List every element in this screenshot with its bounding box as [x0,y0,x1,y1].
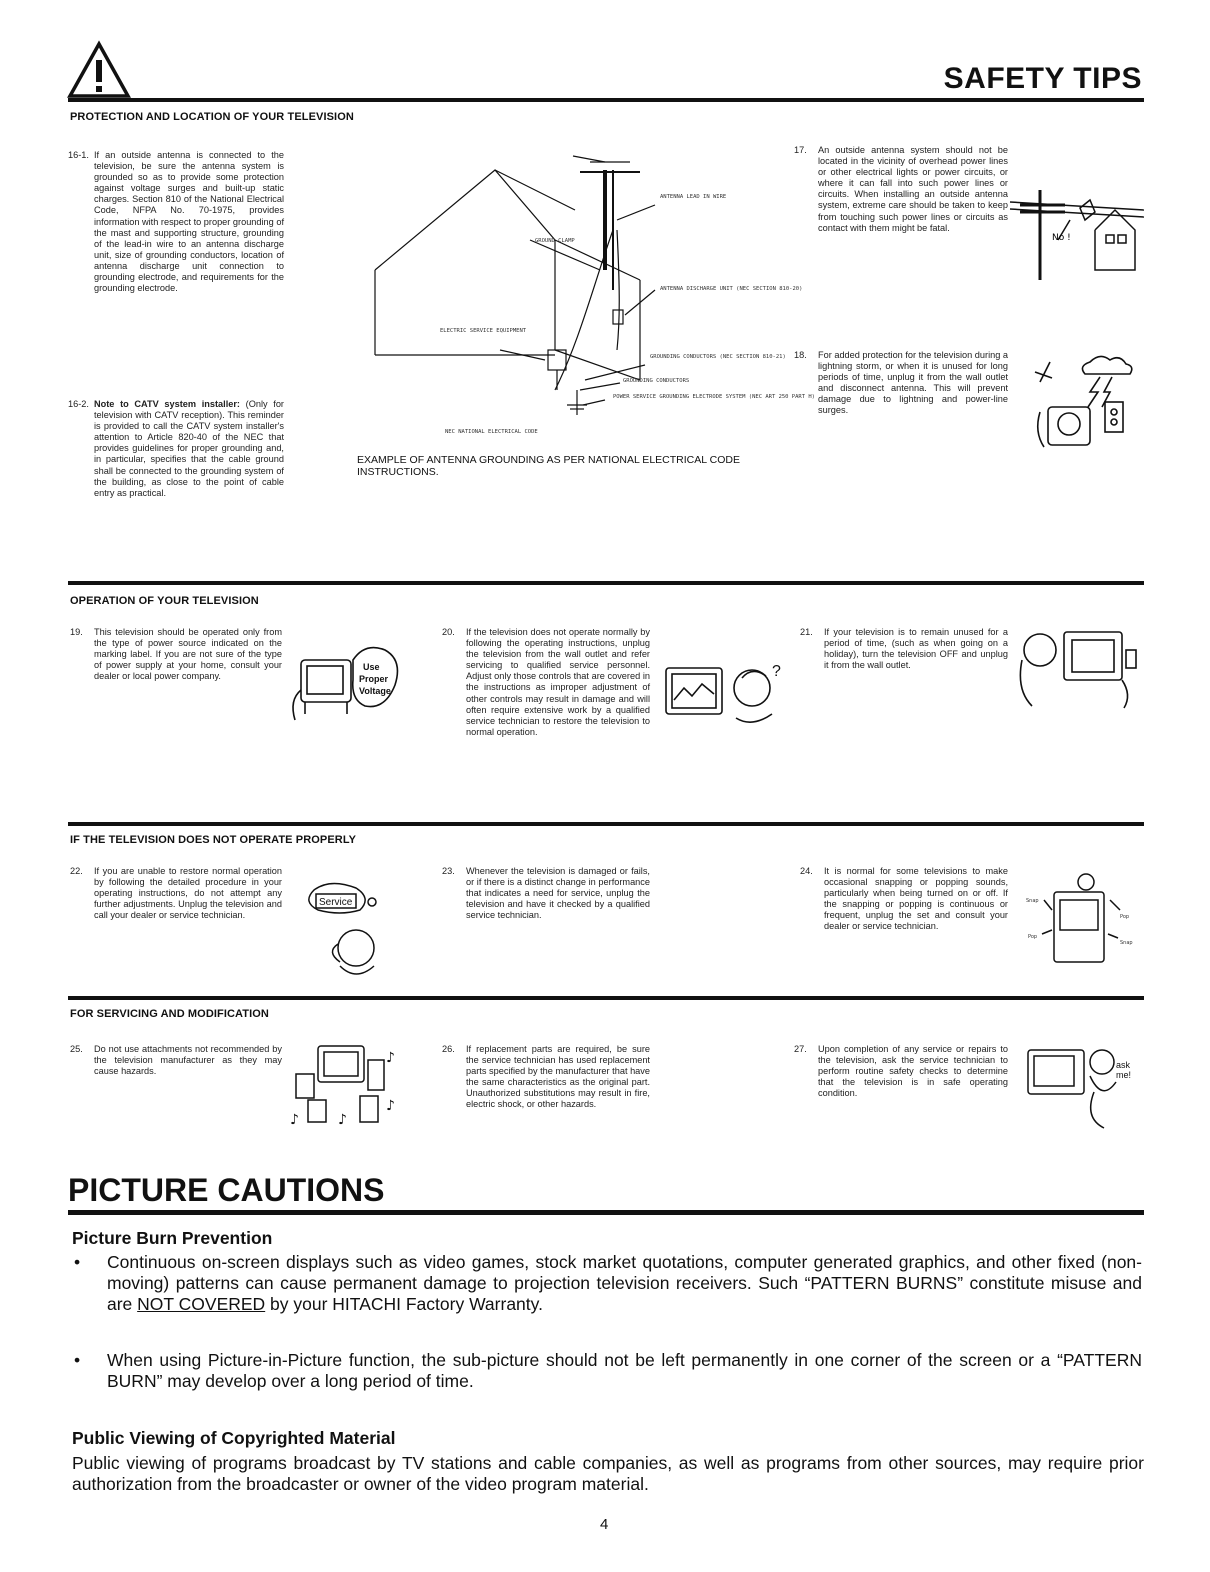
not-covered-text: NOT COVERED [137,1294,266,1314]
unplug-holiday-illustration [1012,620,1142,710]
use-proper-voltage-illustration [285,640,405,730]
item-number: 16-1. [68,150,89,160]
burn-bullet-1 [107,1252,1142,1315]
item-24 [800,866,1008,933]
copyright-heading: Public Viewing of Copyrighted Material [72,1428,396,1448]
item-text: Upon completion of any service or repairs to the television, ask the service technician to perform routine safety checks to determine that the television is in safe operating condition. [818,1044,1008,1099]
lightning-storm-illustration [1030,352,1140,452]
burn-bullet-1-text-a: Continuous on-screen displays such as video games, stock market quotations, computer generated graphics, and other fixed (non-moving) patterns can cause permanent damage to projection television receivers. Such “PATTERN BURNS” constitute misuse and are [107,1252,1142,1314]
item-number: 21. [800,627,813,637]
picture-cautions-title: PICTURE CAUTIONS [68,1172,385,1208]
item-text: This television should be operated only from the type of power source indicated on the marking label. If you are not sure of the type of power supply at your home, consult your dealer or local power company. [94,627,282,682]
item-text: If your television is to remain unused for a period of time, (such as when going on a holiday), turn the television OFF and unplug it from the wall outlet. [824,627,1008,671]
snap-word-2: Snap [1120,940,1133,946]
item-23 [442,866,650,921]
burn-prevention-heading: Picture Burn Prevention [72,1228,273,1248]
item-number: 19. [70,627,83,637]
bullet-1-marker: • [74,1252,81,1272]
item-16-1 [68,150,284,294]
burn-bullet-2: When using Picture-in-Picture function, the sub-picture should not be left permanently in one corner of the screen or a “PATTERN BURN” may develop over a long period of time. [107,1350,1142,1391]
item-number: 27. [794,1044,807,1054]
item-number: 22. [70,866,83,876]
label-ground-clamp: GROUND CLAMP [535,238,575,244]
label-electric-service: ELECTRIC SERVICE EQUIPMENT [440,328,527,334]
item-text: If the television does not operate normally by following the operating instructions, unplug the television from the wall outlet and refer servicing to qualified service personnel. Adjust only those controls that are covered in the instructions as improper adjustment of other controls may result in damage and will often require extensive work by a qualified service technician to restore the television to normal operation. [466,627,650,737]
label-grounding-conductors-2: GROUNDING CONDUCTORS [623,378,690,384]
label-nec: NEC NATIONAL ELECTRICAL CODE [445,429,538,435]
section-heading-operation: OPERATION OF YOUR TELEVISION [70,595,259,607]
item-number: 25. [70,1044,83,1054]
voltage-text-1: Use [363,662,380,672]
item-text: If you are unable to restore normal operation by following the detailed procedure in your operating instructions, do not attempt any further adjustments. Unplug the television and call your dealer or service technician. [94,866,282,921]
item-text: An outside antenna system should not be located in the vicinity of overhead power lines or other electrical lights or power circuits, or where it can fall into such power lines or circuits. When installing an outside antenna system, extreme care should be taken to keep from touching such power lines or circuits as contact with them might be fatal. [818,145,1008,233]
svg-text:♪: ♪ [386,1050,395,1066]
ask-label: ask [1116,1060,1131,1070]
item-21 [800,627,1008,671]
item-label: Note to CATV system installer: [94,399,240,409]
svg-text:♪: ♪ [386,1098,395,1114]
item-text: Whenever the television is damaged or fails, or if there is a distinct change in performance that indicates a need for service, unplug the television and have it checked by a qualified service technician. [466,866,650,921]
attachments-illustration [290,1040,410,1130]
snap-word-1: Snap [1026,898,1039,904]
section-rule [68,581,1144,585]
service-person-illustration [662,648,792,738]
service-label: Service [319,897,353,908]
item-number: 17. [794,145,807,155]
call-service-illustration [300,882,420,982]
copyright-text: Public viewing of programs broadcast by TV stations and cable companies, as well as programs from other sources, may require prior authorization from the broadcaster or owner of the video program material. [72,1453,1144,1494]
picture-cautions-rule [68,1210,1144,1215]
section-rule [68,822,1144,826]
item-17 [794,145,1008,234]
warning-triangle-icon [66,40,132,100]
item-number: 23. [442,866,455,876]
item-text: It is normal for some televisions to make occasional snapping or popping sounds, particularly when being turned on or off. If the snapping or popping is continuous or frequent, unplug the set and consult your dealer or service technician. [824,866,1008,932]
bullet-2-marker: • [74,1350,81,1370]
svg-text:?: ? [772,663,781,680]
label-power-service: POWER SERVICE GROUNDING ELECTRODE SYSTEM (NEC ART 250 PART H) [613,394,815,400]
label-antenna-lead-in: ANTENNA LEAD IN WIRE [660,194,727,200]
voltage-text-3: Voltage [359,686,391,696]
item-27 [794,1044,1008,1099]
label-discharge-unit: ANTENNA DISCHARGE UNIT (NEC SECTION 810-20) [660,286,803,292]
item-16-2 [68,399,284,499]
ask-technician-illustration [1024,1042,1140,1132]
power-lines-illustration [1010,190,1144,280]
item-text: Do not use attachments not recommended by the television manufacturer as they may cause hazards. [94,1044,282,1077]
burn-bullet-1-text-b: by your HITACHI Factory Warranty. [265,1294,543,1314]
section-heading-not-operate: IF THE TELEVISION DOES NOT OPERATE PROPERLY [70,834,357,846]
item-19 [70,627,282,682]
item-text: (Only for television with CATV reception). This reminder is provided to call the CATV system installer's attention to Article 820-40 of the NEC that provides guidelines for proper grounding and, in particular, specifies that the cable ground shall be connected to the grounding system of the building, as close to the point of cable entry as practical. [94,399,284,498]
item-18 [794,350,1008,417]
title-rule [68,98,1144,102]
item-text: If replacement parts are required, be sure the service technician has used replacement parts specified by the manufacturer that have the same characteristics as the original part. Unauthorized substitutions may result in fire, electric shock, or other hazards. [466,1044,650,1110]
page-title: SAFETY TIPS [943,62,1142,95]
page-number: 4 [600,1516,609,1533]
item-number: 16-2. [68,399,89,409]
item-number: 20. [442,627,455,637]
item-26 [442,1044,650,1111]
figure-caption: EXAMPLE OF ANTENNA GROUNDING AS PER NATIONAL ELECTRICAL CODE INSTRUCTIONS. [357,454,740,478]
item-number: 24. [800,866,813,876]
section-rule [68,996,1144,1000]
no-label: No ! [1052,233,1071,243]
item-22 [70,866,282,921]
section-heading-protection: PROTECTION AND LOCATION OF YOUR TELEVISION [70,111,354,123]
item-20 [442,627,650,738]
svg-text:♪: ♪ [338,1112,347,1128]
item-text: If an outside antenna is connected to the television, be sure the antenna system is grounded so as to provide some protection against voltage surges and built-up static charges. Section 810 of the National Electrical Code, NFPA No. 70-1975, provides information with respect to proper grounding of the mast and supporting structure, grounding of the lead-in wire to an antenna discharge unit, size of grounding conductors, location of antenna discharge unit connection to grounding electrode, and requirements for the grounding electrode. [94,150,284,294]
me-label: me! [1116,1070,1132,1080]
voltage-text-2: Proper [359,674,389,684]
snap-pop-tv-illustration [1024,870,1136,970]
section-heading-servicing: FOR SERVICING AND MODIFICATION [70,1008,269,1020]
item-number: 18. [794,350,807,360]
pop-word-2: Pop [1028,934,1038,940]
item-25 [70,1044,282,1077]
pop-word-1: Pop [1120,914,1130,920]
svg-text:♪: ♪ [290,1112,299,1128]
label-grounding-conductors-1: GROUNDING CONDUCTORS (NEC SECTION 810-21) [650,354,786,360]
item-number: 26. [442,1044,455,1054]
item-text: For added protection for the television during a lightning storm, or when it is unused for long periods of time, unplug it from the wall outlet and disconnect antenna. This will prevent damage due to lightning and power-line surges. [818,350,1008,416]
